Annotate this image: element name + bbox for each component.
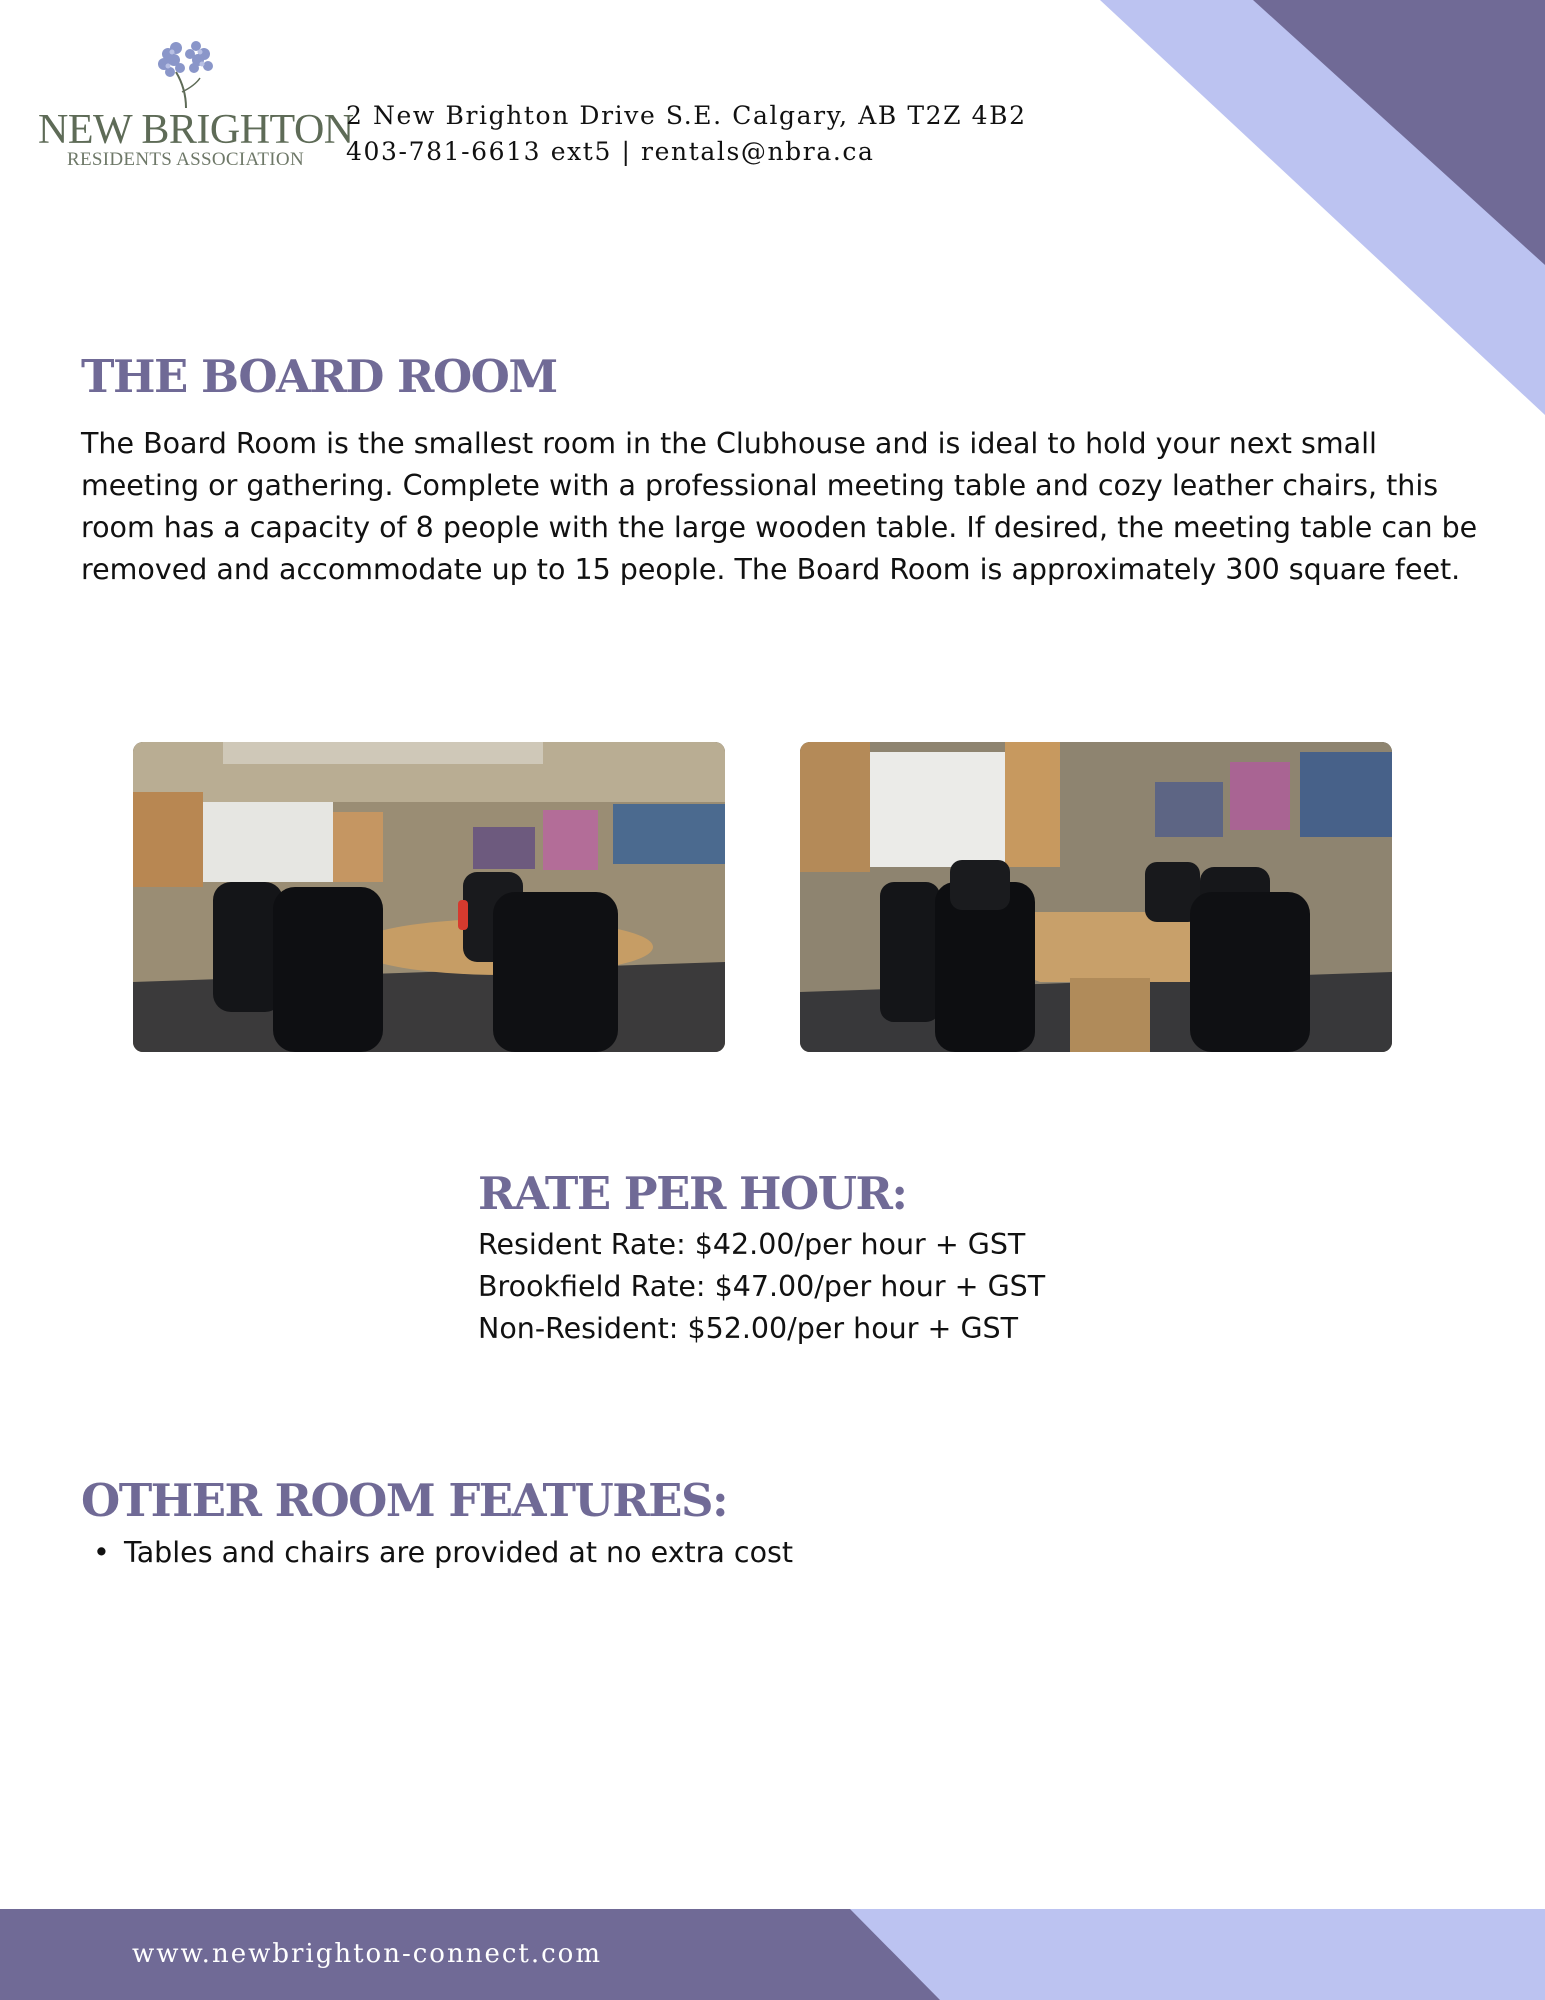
nbra-logo[interactable] [38, 36, 354, 176]
feature-item [81, 1532, 793, 1574]
rates-title: RATE PER HOUR: [478, 1167, 907, 1220]
board-room-photo-left [133, 742, 725, 1052]
rate-non-resident: Non-Resident: $52.00/per hour + GST [478, 1312, 1019, 1345]
corner-decoration [1100, 0, 1545, 415]
logo-subtitle: RESIDENTS ASSOCIATION [67, 149, 304, 170]
board-room-photo-right [800, 742, 1392, 1052]
footer-website-link[interactable]: www.newbrighton-connect.com [132, 1939, 602, 1969]
feature-item-text: Tables and chairs are provided at no extra cost [124, 1536, 794, 1569]
features-list [81, 1532, 793, 1574]
address-text: 2 New Brighton Drive S.E. Calgary, AB T2Z 4B2 [346, 101, 1027, 130]
phone-email-text[interactable]: 403-781-6613 ext5 | rentals@nbra.ca [346, 137, 875, 166]
bullet-marker: • [93, 1536, 110, 1569]
footer [0, 1909, 1545, 2000]
rate-brookfield: Brookfield Rate: $47.00/per hour + GST [478, 1270, 1046, 1303]
board-room-description: The Board Room is the smallest room in the Clubhouse and is ideal to hold your next small meeting or gathering. Complete with a professional meeting table and cozy leather chairs, this room has a capacity of 8 people with the large wooden table. If desired, the meeting table can be removed and accommodate up to 15 people. The Board Room is approximately 300 square feet. [81, 427, 1478, 586]
board-room-title: THE BOARD ROOM [81, 350, 557, 403]
lilac-flower-icon [146, 36, 226, 108]
rate-resident: Resident Rate: $42.00/per hour + GST [478, 1228, 1026, 1261]
logo-name: NEW BRIGHTON [38, 107, 354, 153]
rates-list [478, 1224, 1045, 1350]
features-title: OTHER ROOM FEATURES: [81, 1474, 728, 1527]
contact-block [346, 98, 1027, 170]
